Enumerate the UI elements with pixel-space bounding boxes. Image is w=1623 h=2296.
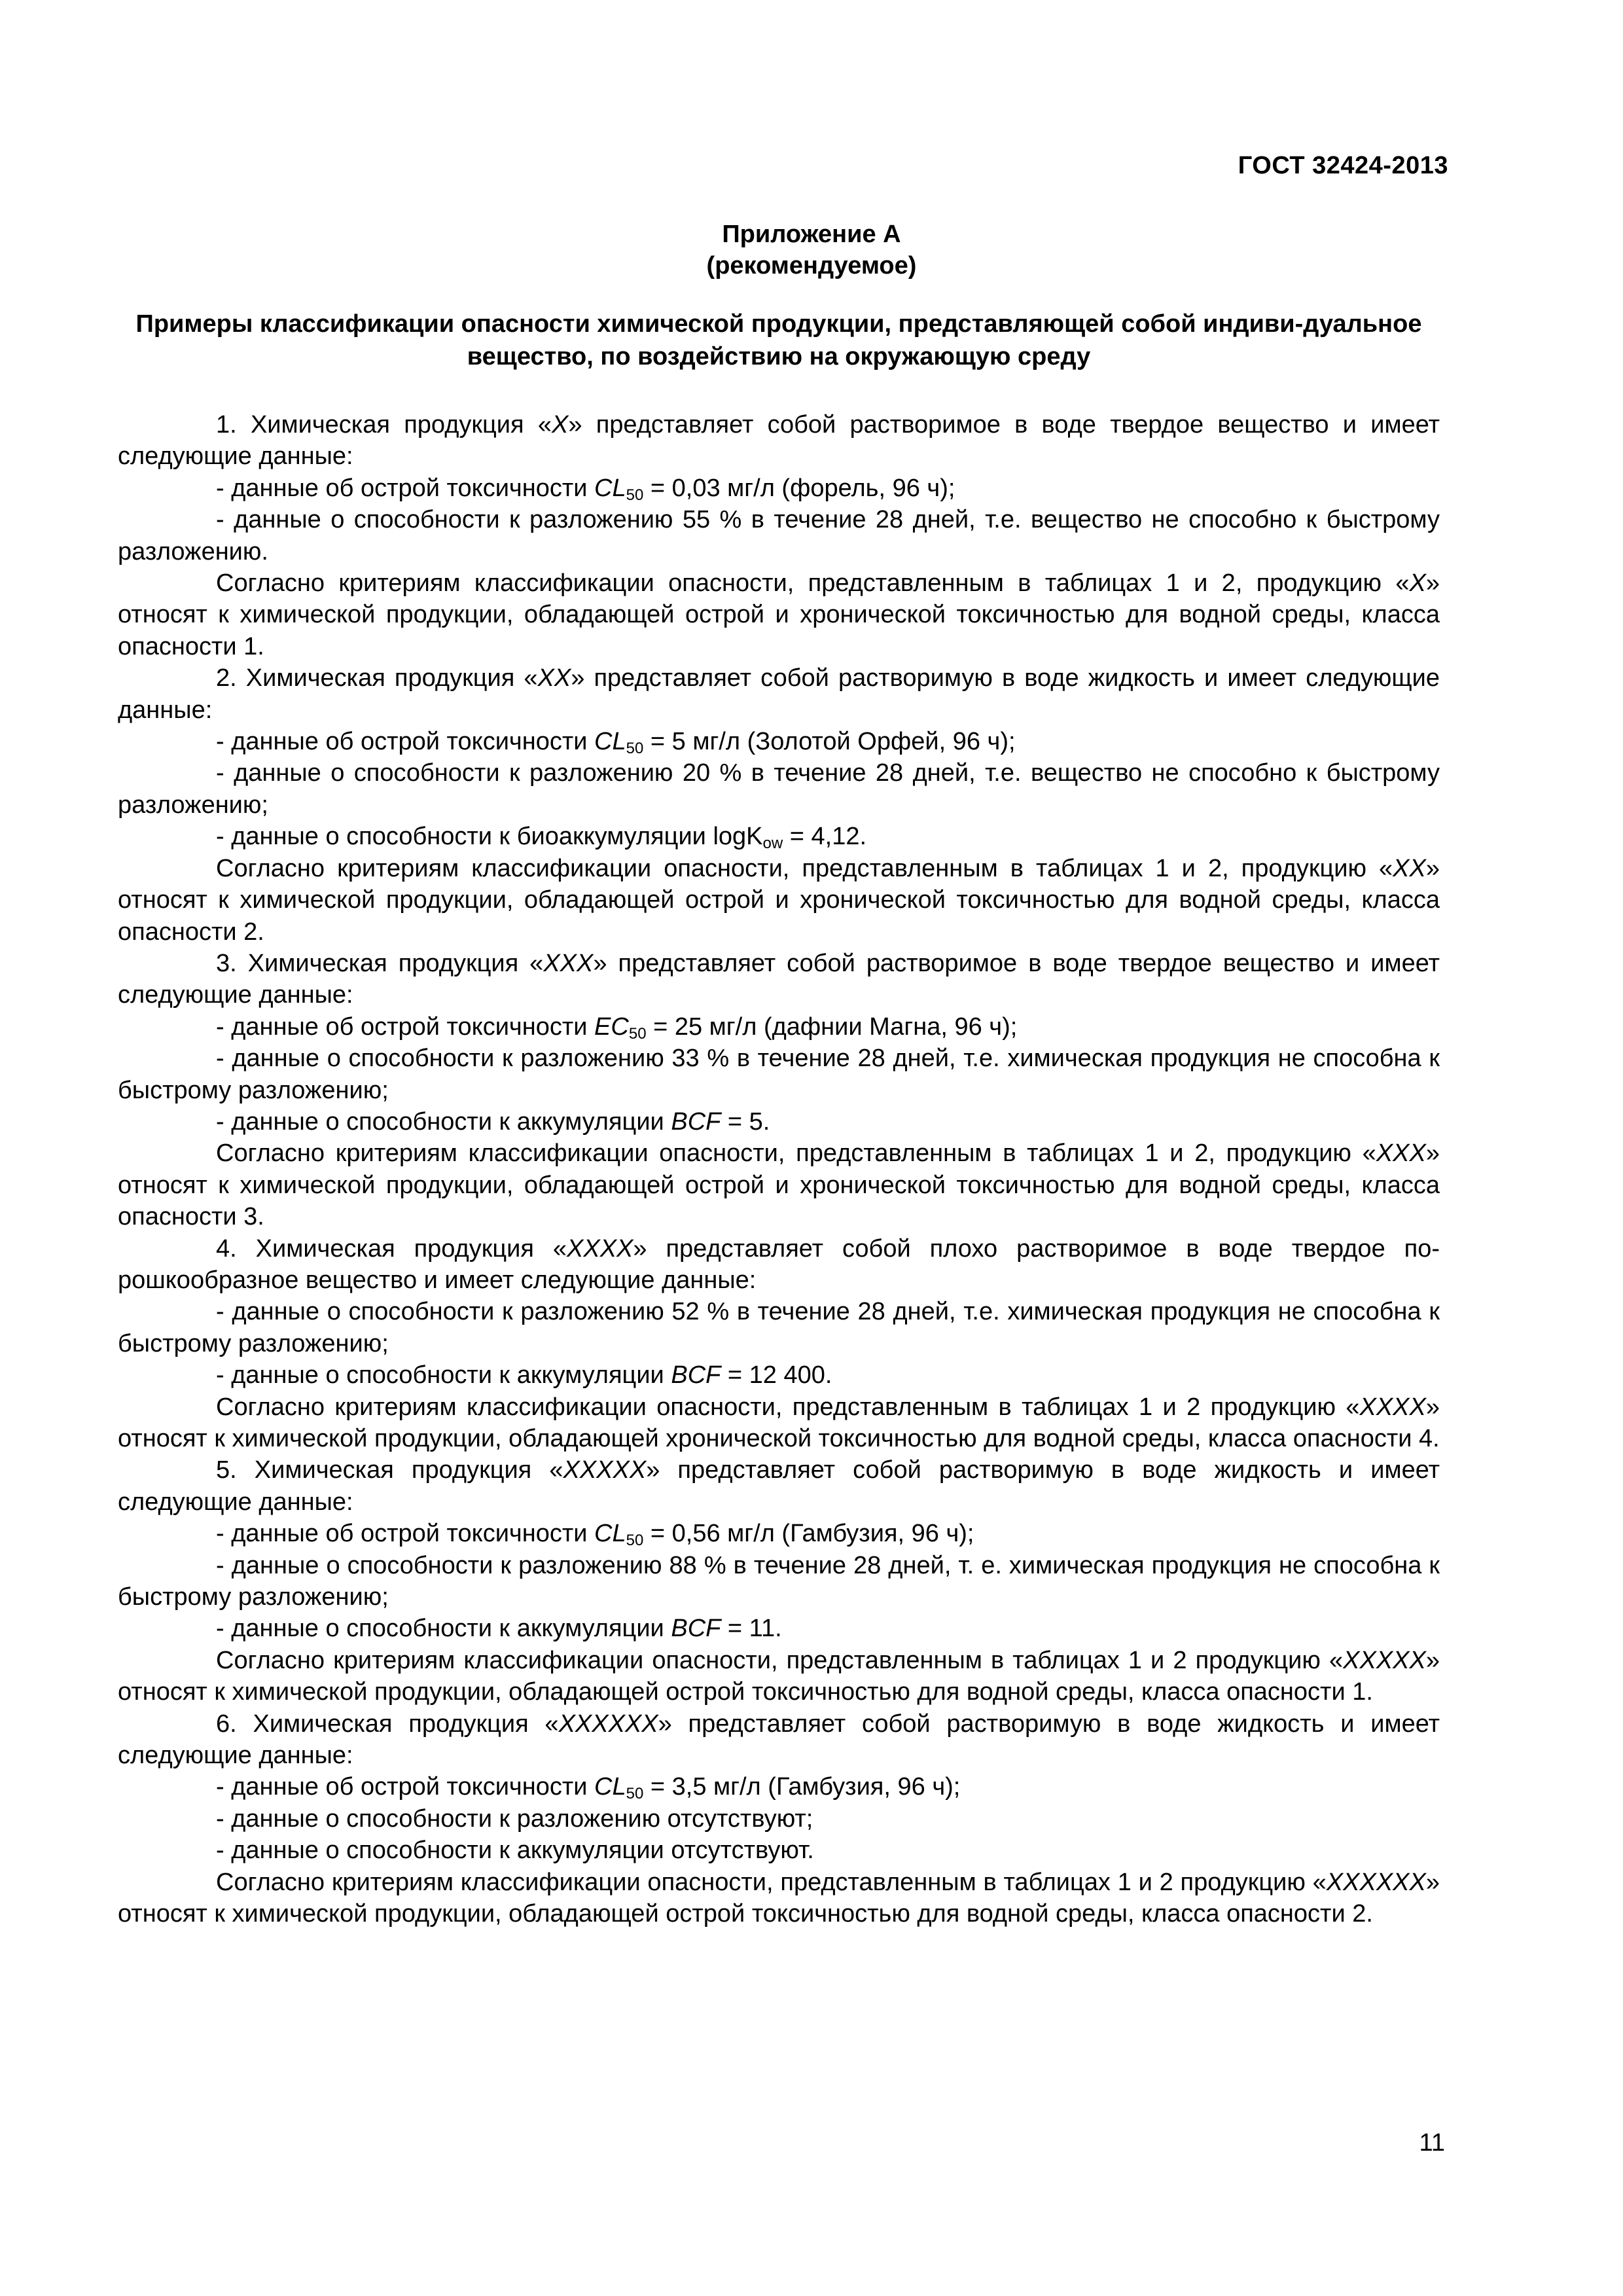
standard-designation: ГОСТ 32424-2013	[1238, 152, 1448, 179]
example-3	[118, 948, 1440, 1233]
data-item: - данные о способности к аккумуляции BCF = 12 400.	[216, 1361, 832, 1390]
data-item: - данные о способности к аккумуляции BCF = 11.	[216, 1615, 782, 1643]
example-intro: 2. Химическая продукция «XX» представляет собой растворимую в воде жидкость и имеет следующие данные:	[118, 664, 1440, 724]
data-item: - данные о способности к биоаккумуляции logK$_{ow}$ = 4,12.	[216, 823, 867, 853]
data-item: - данные о способности к аккумуляции BCF = 5.	[216, 1107, 770, 1136]
annex-status: (рекомендуемое)	[706, 252, 917, 279]
data-item: - данные о способности к разложению 20 % в течение 28 дней, т.е. вещество не способно к быстрому разложению;	[118, 759, 1440, 819]
data-item: - данные о способности к разложению 88 % в течение 28 дней, т. е. химическая продукция не способна к быстрому разложению;	[118, 1551, 1440, 1611]
annex-title-block	[0, 219, 1623, 281]
example-intro: 6. Химическая продукция «XXXXXX» представляет собой растворимую в воде жидкость и имеет следующие данные:	[118, 1710, 1440, 1770]
example-intro: 1. Химическая продукция «X» представляет собой растворимое в воде твердое вещество и имеет следующие данные:	[118, 411, 1440, 471]
data-item: - данные об острой токсичности $CL_{50} = 0,03$ мг/л (форель, 96 ч);	[216, 474, 955, 504]
example-conclusion: Согласно критериям классификации опасности, представленным в таблицах 1 и 2 продукцию «XXXXX» относят к химической продукции, обладающей острой токсичностью для водной среды, класса опасности 1.	[118, 1646, 1440, 1706]
data-item: - данные о способности к аккумуляции отсутствуют.	[216, 1837, 814, 1865]
annex-heading: Примеры классификации опасности химической продукции, представляющей собой индиви-дуальное вещество, по воздействию на окружающую среду	[135, 310, 1422, 370]
example-5	[118, 1454, 1440, 1708]
data-item: - данные о способности к разложению отсутствуют;	[216, 1804, 813, 1833]
example-6	[118, 1708, 1440, 1930]
example-conclusion: Согласно критериям классификации опасности, представленным в таблицах 1 и 2, продукцию «XX» относят к химической продукции, обладающей острой и хронической токсичностью для водной среды, класса опасности 2.	[118, 854, 1440, 946]
data-item: - данные об острой токсичности $CL_{50} = 5$ мг/л (Золотой Орфей, 96 ч);	[216, 728, 1016, 758]
page-number: 11	[1419, 2129, 1445, 2157]
example-conclusion: Согласно критериям классификации опасности, представленным в таблицах 1 и 2, продукцию «XXX» относят к химической продукции, обладающей острой и хронической токсичностью для водной среды, класса опасности 3.	[118, 1139, 1440, 1231]
example-4	[118, 1233, 1440, 1455]
example-conclusion: Согласно критериям классификации опасности, представленным в таблицах 1 и 2, продукцию «X» относят к химической продукции, обладающей острой и хронической токсичностью для водной среды, класса опасности 1.	[118, 569, 1440, 660]
example-intro: 3. Химическая продукция «XXX» представляет собой растворимое в воде твердое вещество и имеет следующие данные:	[118, 949, 1440, 1009]
example-intro: 5. Химическая продукция «XXXXX» представляет собой растворимую в воде жидкость и имеет следующие данные:	[118, 1456, 1440, 1516]
data-item: - данные об острой токсичности $CL_{50} = 0,56$ мг/л (Гамбузия, 96 ч);	[216, 1520, 974, 1550]
annex-title: Приложение А	[722, 221, 901, 248]
data-item: - данные об острой токсичности $CL_{50} = 3,5$ мг/л (Гамбузия, 96 ч);	[216, 1773, 961, 1803]
example-conclusion: Согласно критериям классификации опасности, представленным в таблицах 1 и 2 продукцию «XXXX» относят к химической продукции, обладающей хронической токсичностью для водной среды, класса опасности 4.	[118, 1393, 1440, 1452]
data-item: - данные о способности к разложению 52 % в течение 28 дней, т.е. химическая продукция не способна к быстрому разложению;	[118, 1298, 1440, 1357]
data-item: - данные об острой токсичности $EC_{50} = 25$ мг/л (дафнии Магна, 96 ч);	[216, 1013, 1018, 1043]
data-item: - данные о способности к разложению 55 % в течение 28 дней, т.е. вещество не способно к быстрому разложению.	[118, 506, 1440, 565]
document-body	[118, 409, 1440, 1930]
example-intro: 4. Химическая продукция «XXXX» представляет собой плохо растворимое в воде твердое по-рошкообразное вещество и имеет следующие данные:	[118, 1234, 1440, 1294]
example-conclusion: Согласно критериям классификации опасности, представленным в таблицах 1 и 2 продукцию «XXXXXX» относят к химической продукции, обладающей острой токсичностью для водной среды, класса опасности 2.	[118, 1868, 1440, 1928]
example-1	[118, 409, 1440, 662]
example-2	[118, 662, 1440, 948]
data-item: - данные о способности к разложению 33 % в течение 28 дней, т.е. химическая продукция не способна к быстрому разложению;	[118, 1045, 1440, 1104]
